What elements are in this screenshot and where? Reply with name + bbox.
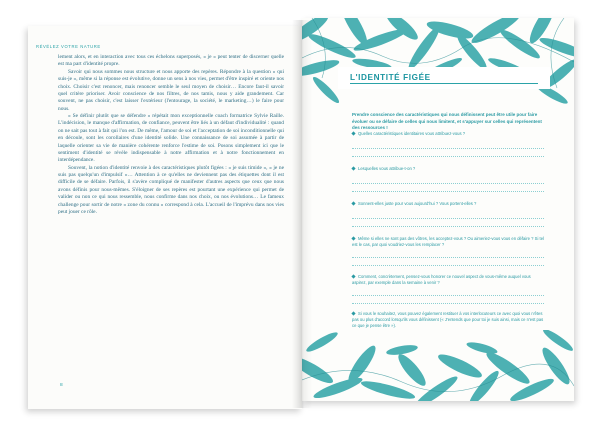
answer-line[interactable] [352, 183, 544, 184]
title-underline [350, 83, 538, 84]
diamond-bullet-icon [351, 131, 355, 135]
question: Sonnent-elles juste pour vous aujourd'hui ? Vous portent-elles ? [352, 201, 544, 207]
answer-line[interactable] [352, 295, 544, 296]
question: Quelles caractéristiques identitaires vous attribuez-vous ? [352, 131, 544, 137]
paragraph: Savoir qui nous sommes nous structure et nous apporte des repères. Répondre à la question « qui suis-je », même si la réponse est évolutive, donne un sens à nos vies, permet d'être inspiré et oriente nos choix. Choisir c'est renoncer, mais renoncer semble le seul moyen de choisir… Encore faut-il savoir quel critère prioriser. Avoir conscience de nos filtres, de nos tamis, nous y aide grandement. Car souvent, ne pas choisir, c'est laisser l'extérieur (l'entourage, la société, le marketing…) le faire pour nous. [58, 68, 284, 112]
body-text [58, 54, 284, 216]
answer-line[interactable] [352, 218, 544, 219]
title-box [338, 67, 550, 89]
paragraph: Souvent, la notion d'identité renvoie à des caractéristiques plutôt figées : « je suis timide », « je ne suis pas quelqu'un d'impulsif »… Attention à ce qu'elles ne deviennent pas des étiquettes dont il est difficile de se défaire. Parfois, il s'avère compliqué de manifester d'autres aspects que ceux que nous avons définis pour nous-mêmes. S'éloigner de ses repères est pourtant une expérience qui permet de valider ou non ce qui nous ressemble, nous confirme dans nos choix, ou nos évolutions… Le fameux challenge pour sortir de notre « zone du connu » correspond à cela. L'accueil de l'imprévu dans nos vies peut jouer ce rôle. [58, 164, 284, 215]
page-number: 8 [60, 383, 63, 388]
answer-line[interactable] [352, 148, 544, 149]
question: Même si elles ne sont pas des vôtres, les acceptez-vous ? Ou aimeriez-vous vous en défaire ? Si tel est le cas, par quoi voudriez-vous les remplacer ? [352, 236, 544, 247]
diamond-bullet-icon [351, 201, 355, 205]
paragraph: lement alors, et en interaction avec tous ces échelons superposés, « je » peut tenter de discerner quelle est ma part d'identité propre. [58, 54, 284, 68]
leaves-icon [302, 330, 574, 401]
question: Si vous le souhaitez, vous pouvez également restituer à vos interlocuteurs ce avec quoi vous n'êtes pas ou plus d'accord lorsqu'ils vous définissent (« J'entends que pour toi je suis ainsi, mais ce n'est pas ce que je pense être »). [352, 311, 544, 328]
diamond-bullet-icon [351, 274, 355, 278]
leaves-icon [302, 18, 574, 104]
question: Comment, concrètement, pensez-vous honorer ce nouvel aspect de vous-même auquel vous aspirez, par exemple dans la semaine à venir ? [352, 274, 531, 285]
intro-text: Prendre conscience des caractéristiques qui nous définissent peut être utile pour faire évoluer ou se défaire de celles qui nous limitent, et s'appuyer sur celles qui représentent des ressources ! [352, 112, 542, 131]
page-title: L'IDENTITÉ FIGÉE [350, 73, 431, 82]
leaf-illustration-bottom [302, 330, 574, 401]
paragraph: « Se définir plutôt que se défendre » répétait mon exceptionnelle coach formatrice Sylvie Raille. L'indécision, le manque d'affirmation, de confiance, peuvent être liés à un défaut d'individualité : quand on ne sait pas tout à fait qui l'on est. De même, l'amour de soi et l'acceptation de soi inconditionnelle qui en découle, sont les corollaires d'une identité solide. Une connaissance de soi assumée à partir de laquelle orienter sa vie de manière cohérente renforce l'estime de soi. Posons simplement ici que le sentiment d'identité se révèle indispensable à notre affirmation et à notre fonctionnement en interdépendance. [58, 113, 284, 164]
answer-line[interactable] [352, 156, 544, 157]
running-head: RÉVÉLEZ VOTRE NATURE [36, 44, 101, 49]
diamond-bullet-icon [351, 311, 355, 315]
diamond-bullet-icon [351, 166, 355, 170]
diamond-bullet-icon [351, 236, 355, 240]
right-page [302, 18, 574, 401]
answer-line[interactable] [352, 257, 544, 258]
question: Lesquelles vous attribue-t-on ? [352, 166, 544, 172]
answer-line[interactable] [352, 265, 544, 266]
answer-line[interactable] [352, 226, 544, 227]
answer-line[interactable] [352, 303, 544, 304]
leaf-illustration-top [302, 18, 574, 104]
answer-line[interactable] [352, 191, 544, 192]
